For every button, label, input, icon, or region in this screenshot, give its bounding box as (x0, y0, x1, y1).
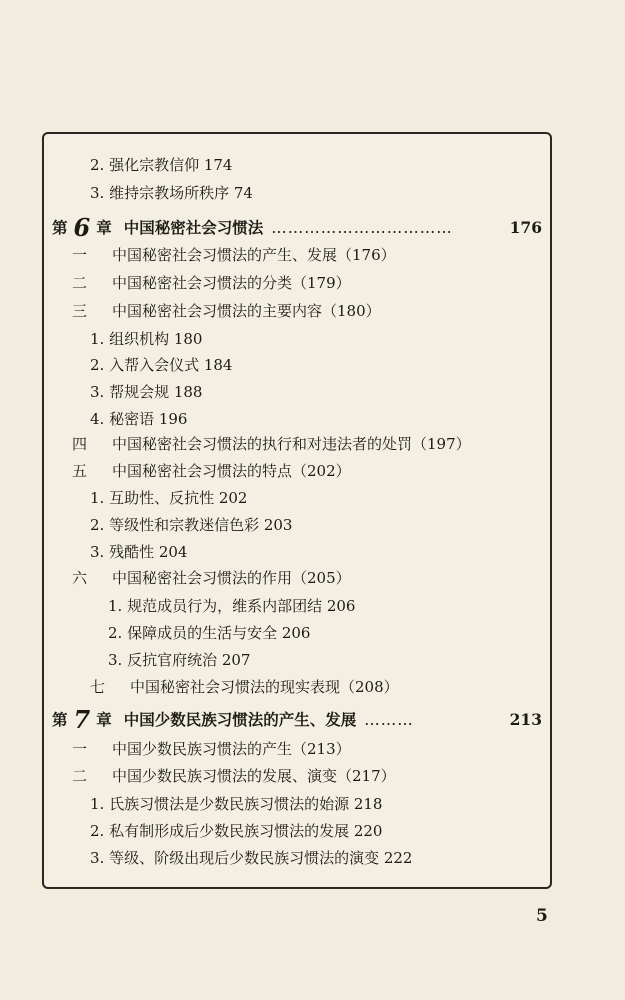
toc-item: 3. 反抗官府统治 207 (108, 651, 251, 669)
chapter-number: 6 (73, 213, 91, 242)
toc-item: 2. 等级性和宗教迷信色彩 203 (90, 516, 293, 534)
section-title: 中国秘密社会习惯法的现实表现（208） (130, 678, 399, 696)
chapter-label: 第 (52, 710, 68, 729)
section-title: 中国秘密社会习惯法的特点（202） (112, 462, 351, 480)
chapter-page: 176 (509, 218, 542, 237)
toc-item: 1. 规范成员行为，维系内部团结 206 (108, 597, 356, 615)
toc-item: 3. 等级、阶级出现后少数民族习惯法的演变 222 (90, 849, 413, 867)
toc-item: 1. 互助性、反抗性 202 (90, 489, 248, 507)
toc-section (72, 738, 351, 760)
section-numeral: 三 (72, 302, 88, 320)
toc-item: 2. 保障成员的生活与安全 206 (108, 624, 311, 642)
toc-item: 3. 帮规会规 188 (90, 383, 203, 401)
section-numeral: 一 (72, 246, 88, 264)
toc-section (72, 300, 381, 322)
toc-section (72, 567, 351, 589)
toc-section (72, 244, 396, 266)
chapter-leader-dots: …………………………… (271, 219, 453, 237)
section-numeral: 六 (72, 569, 88, 587)
chapter-heading (52, 213, 542, 242)
chapter-title: 中国秘密社会习惯法 (123, 218, 264, 237)
section-title: 中国少数民族习惯法的发展、演变（217） (112, 767, 396, 785)
section-numeral: 四 (72, 435, 88, 453)
toc-item: 2. 强化宗教信仰 174 (90, 156, 233, 174)
toc-section (72, 765, 396, 787)
chapter-page: 213 (509, 710, 542, 729)
toc-section (72, 433, 471, 455)
section-title: 中国秘密社会习惯法的作用（205） (112, 569, 351, 587)
page-number: 5 (536, 906, 548, 926)
toc-section (90, 676, 399, 698)
chapter-word: 章 (96, 710, 112, 729)
section-title: 中国秘密社会习惯法的主要内容（180） (112, 302, 381, 320)
section-numeral: 二 (72, 274, 88, 292)
section-title: 中国秘密社会习惯法的执行和对违法者的处罚（197） (112, 435, 471, 453)
section-title: 中国少数民族习惯法的产生（213） (112, 740, 351, 758)
section-numeral: 七 (90, 678, 106, 696)
chapter-heading (52, 705, 542, 734)
toc-item: 4. 秘密语 196 (90, 410, 188, 428)
toc-item: 1. 氏族习惯法是少数民族习惯法的始源 218 (90, 795, 383, 813)
chapter-leader-dots: ……… (364, 711, 414, 729)
chapter-number: 7 (73, 705, 91, 734)
toc-item: 1. 组织机构 180 (90, 330, 203, 348)
toc-item: 3. 残酷性 204 (90, 543, 188, 561)
toc-section (72, 460, 351, 482)
section-numeral: 五 (72, 462, 88, 480)
chapter-label: 第 (52, 218, 68, 237)
toc-item: 3. 维持宗教场所秩序 74 (90, 184, 253, 202)
toc-section (72, 272, 351, 294)
section-numeral: 二 (72, 767, 88, 785)
section-title: 中国秘密社会习惯法的分类（179） (112, 274, 351, 292)
section-numeral: 一 (72, 740, 88, 758)
chapter-title: 中国少数民族习惯法的产生、发展 (123, 710, 357, 729)
toc-item: 2. 入帮入会仪式 184 (90, 356, 233, 374)
chapter-word: 章 (96, 218, 112, 237)
section-title: 中国秘密社会习惯法的产生、发展（176） (112, 246, 396, 264)
toc-item: 2. 私有制形成后少数民族习惯法的发展 220 (90, 822, 383, 840)
